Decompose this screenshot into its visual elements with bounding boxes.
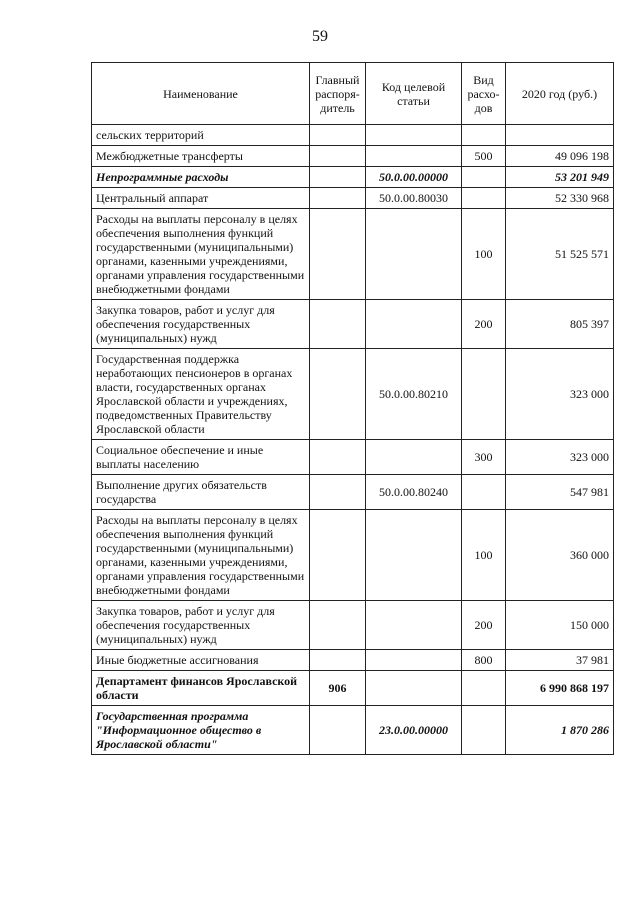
table-row [92, 671, 614, 706]
cell-code [366, 209, 462, 300]
table-row [92, 650, 614, 671]
cell-manager [310, 125, 366, 146]
cell-name: Межбюджетные трансферты [92, 146, 310, 167]
cell-manager [310, 601, 366, 650]
budget-table [91, 62, 614, 755]
table-header [92, 63, 614, 125]
cell-amount [506, 125, 614, 146]
table-body [92, 125, 614, 755]
cell-manager: 906 [310, 671, 366, 706]
cell-name: Социальное обеспечение и иные выплаты населению [92, 440, 310, 475]
cell-amount: 805 397 [506, 300, 614, 349]
cell-name: Закупка товаров, работ и услуг для обеспечения государственных (муниципальных) нужд [92, 300, 310, 349]
cell-manager [310, 188, 366, 209]
cell-code [366, 125, 462, 146]
cell-type [462, 706, 506, 755]
cell-code [366, 300, 462, 349]
cell-manager [310, 475, 366, 510]
table-row [92, 209, 614, 300]
cell-name: Иные бюджетные ассигнования [92, 650, 310, 671]
cell-amount: 1 870 286 [506, 706, 614, 755]
cell-type [462, 125, 506, 146]
cell-code: 50.0.00.00000 [366, 167, 462, 188]
cell-code [366, 601, 462, 650]
cell-type: 100 [462, 510, 506, 601]
cell-amount: 53 201 949 [506, 167, 614, 188]
table-row [92, 125, 614, 146]
cell-code [366, 650, 462, 671]
table-row [92, 300, 614, 349]
cell-manager [310, 167, 366, 188]
cell-type [462, 349, 506, 440]
cell-name: Расходы на выплаты персоналу в целях обеспечения выполнения функций государственными (муниципальными) органами, казенными учреждениями, органами управления государственными внебюджетными фондами [92, 209, 310, 300]
cell-type [462, 475, 506, 510]
cell-name: Непрограммные расходы [92, 167, 310, 188]
table-row [92, 475, 614, 510]
cell-manager [310, 209, 366, 300]
cell-type: 200 [462, 601, 506, 650]
cell-amount: 323 000 [506, 440, 614, 475]
cell-code [366, 510, 462, 601]
table-row [92, 167, 614, 188]
cell-name: Департамент финансов Ярославской области [92, 671, 310, 706]
cell-type: 800 [462, 650, 506, 671]
cell-code [366, 671, 462, 706]
cell-amount: 37 981 [506, 650, 614, 671]
cell-name: Закупка товаров, работ и услуг для обеспечения государственных (муниципальных) нужд [92, 601, 310, 650]
cell-code [366, 146, 462, 167]
cell-manager [310, 650, 366, 671]
cell-manager [310, 510, 366, 601]
cell-name: Государственная программа "Информационное общество в Ярославской области" [92, 706, 310, 755]
table-row [92, 188, 614, 209]
cell-code: 50.0.00.80240 [366, 475, 462, 510]
table-row [92, 440, 614, 475]
header-type: Вид расхо-дов [462, 63, 506, 125]
cell-manager [310, 146, 366, 167]
cell-name: Центральный аппарат [92, 188, 310, 209]
header-name: Наименование [92, 63, 310, 125]
page-number: 59 [312, 28, 328, 45]
cell-type: 200 [462, 300, 506, 349]
cell-name: Государственная поддержка неработающих пенсионеров в органах власти, государственных органах Ярославской области и учреждениях, подведомственных Правительству Ярославской области [92, 349, 310, 440]
cell-name: Выполнение других обязательств государства [92, 475, 310, 510]
cell-type [462, 188, 506, 209]
cell-manager [310, 349, 366, 440]
cell-type [462, 671, 506, 706]
header-year: 2020 год (руб.) [506, 63, 614, 125]
cell-type: 300 [462, 440, 506, 475]
cell-amount: 6 990 868 197 [506, 671, 614, 706]
cell-code: 50.0.00.80030 [366, 188, 462, 209]
cell-amount: 360 000 [506, 510, 614, 601]
cell-name: сельских территорий [92, 125, 310, 146]
cell-type [462, 167, 506, 188]
cell-code [366, 440, 462, 475]
cell-amount: 323 000 [506, 349, 614, 440]
cell-type: 500 [462, 146, 506, 167]
table-row [92, 146, 614, 167]
table-row [92, 349, 614, 440]
cell-code: 50.0.00.80210 [366, 349, 462, 440]
cell-name: Расходы на выплаты персоналу в целях обеспечения выполнения функций государственными (муниципальными) органами, казенными учреждениями, органами управления государственными внебюджетными фондами [92, 510, 310, 601]
cell-amount: 150 000 [506, 601, 614, 650]
cell-manager [310, 300, 366, 349]
cell-amount: 547 981 [506, 475, 614, 510]
table-row [92, 706, 614, 755]
header-manager: Главный распоря-дитель [310, 63, 366, 125]
header-code: Код целевой статьи [366, 63, 462, 125]
cell-type: 100 [462, 209, 506, 300]
cell-manager [310, 440, 366, 475]
cell-amount: 51 525 571 [506, 209, 614, 300]
cell-amount: 52 330 968 [506, 188, 614, 209]
cell-amount: 49 096 198 [506, 146, 614, 167]
cell-manager [310, 706, 366, 755]
cell-code: 23.0.00.00000 [366, 706, 462, 755]
table-row [92, 601, 614, 650]
table-row [92, 510, 614, 601]
